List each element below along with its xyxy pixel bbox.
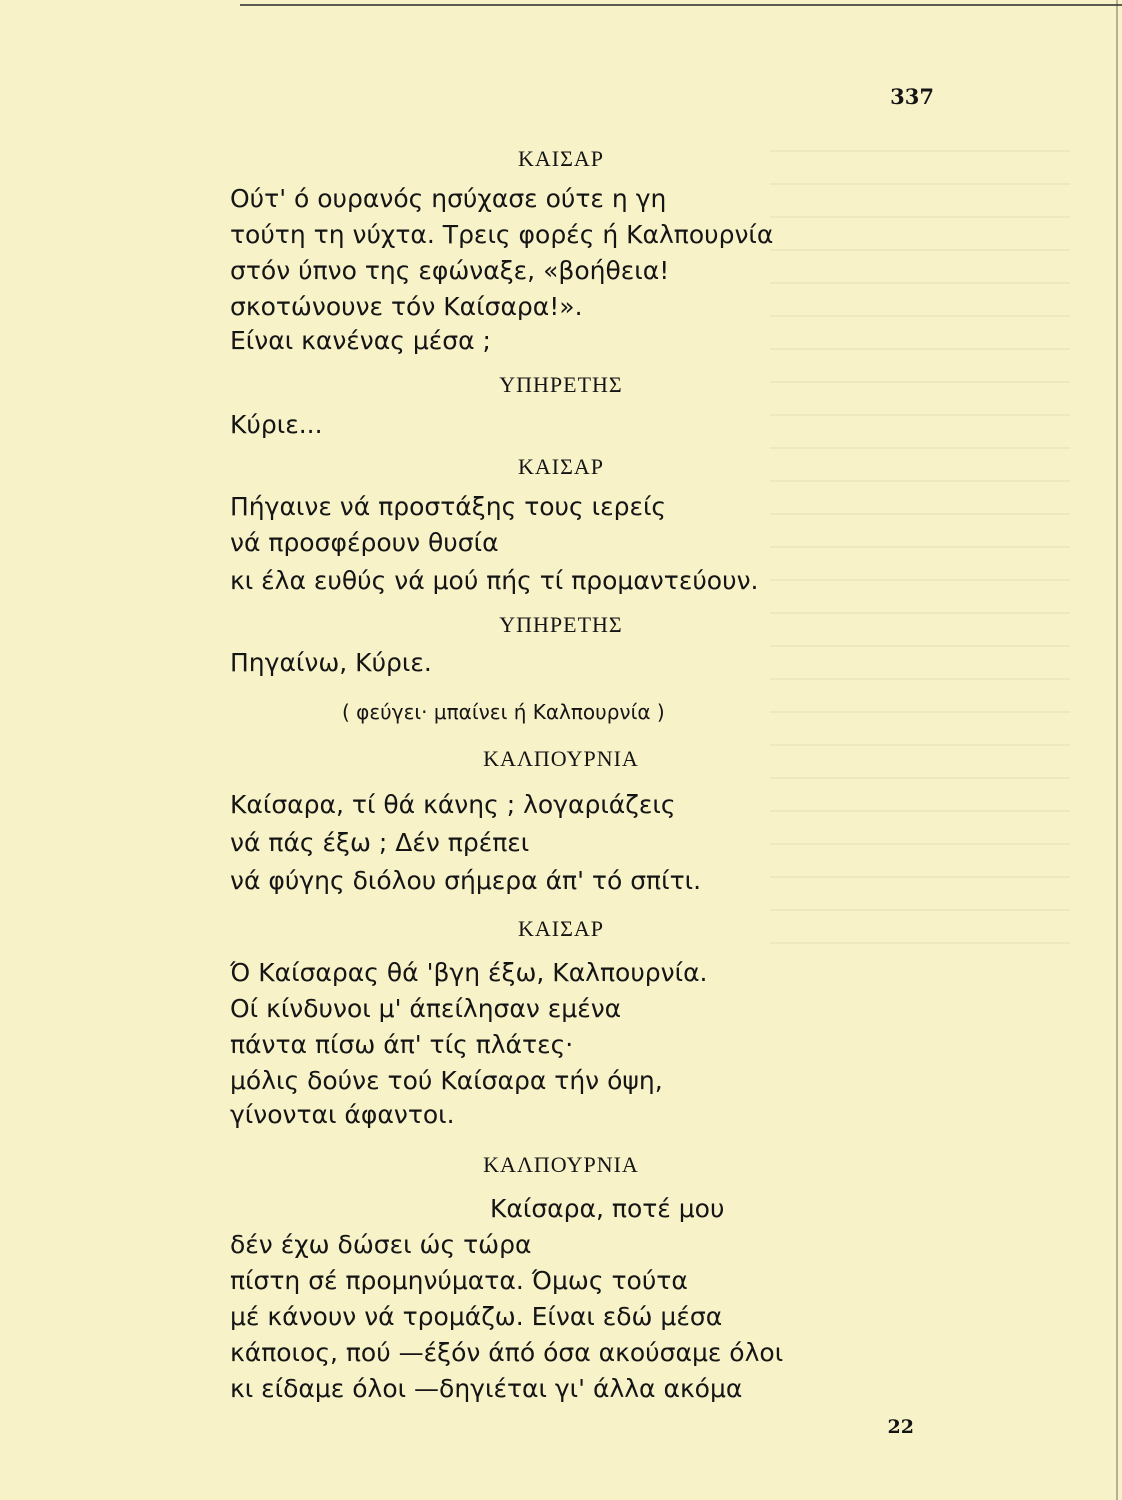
verse-line: νά προσφέρουν θυσία (230, 528, 499, 557)
verse-line: Ό Καίσαρας θά 'βγη έξω, Καλπουρνία. (230, 958, 708, 987)
verse-line: κι είδαμε όλοι —δηγιέται γι' άλλα ακόμα (230, 1374, 743, 1403)
verse-line: Οί κίνδυνοι μ' άπείλησαν εμένα (230, 994, 622, 1023)
signature-mark: 22 (887, 1416, 914, 1438)
verse-line: Κύριε... (230, 410, 323, 439)
verse-line: Ούτ' ό ουρανός ησύχασε ούτε η γη (230, 184, 667, 213)
speaker-heading: ΥΠΗΡΕΤΗΣ (499, 372, 623, 397)
speaker-heading: ΚΑΛΠΟΥΡΝΙΑ (483, 1152, 639, 1177)
verse-line: σκοτώνουνε τόν Καίσαρα!». (230, 292, 583, 321)
verse-line: τούτη τη νύχτα. Τρεις φορές ή Καλπουρνία (230, 220, 774, 249)
speaker-heading: ΚΑΙΣΑΡ (517, 146, 605, 171)
verse-line: Πηγαίνω, Κύριε. (230, 648, 432, 677)
verse-line: Καίσαρα, τί θά κάνης ; λογαριάζεις (230, 790, 676, 819)
verse-line: πάντα πίσω άπ' τίς πλάτες· (230, 1030, 574, 1059)
verse-line: Είναι κανένας μέσα ; (230, 326, 491, 355)
page-number: 337 (890, 84, 934, 109)
verse-line: νά φύγης διόλου σήμερα άπ' τό σπίτι. (230, 866, 702, 895)
verse-line: κάποιος, πού —έξόν άπό όσα ακούσαμε όλοι (230, 1338, 784, 1367)
page-edge-rule (240, 4, 1122, 6)
verse-line: γίνονται άφαντοι. (230, 1100, 455, 1129)
speaker-heading: ΚΑΛΠΟΥΡΝΙΑ (483, 746, 639, 771)
speaker-heading: ΚΑΙΣΑΡ (517, 916, 605, 941)
verse-line: στόν ύπνο της εφώναξε, «βοήθεια! (230, 256, 670, 285)
verse-line: μόλις δούνε τού Καίσαρα τήν όψη, (230, 1066, 663, 1095)
stage-direction: ( φεύγει· μπαίνει ή Καλπουρνία ) (342, 700, 665, 724)
verse-line: Καίσαρα, ποτέ μου (490, 1194, 725, 1223)
verse-line: κι έλα ευθύς νά μού πής τί προμαντεύουν. (230, 566, 759, 595)
verse-line: δέν έχω δώσει ώς τώρα (230, 1230, 532, 1259)
verse-line: νά πάς έξω ; Δέν πρέπει (230, 828, 530, 857)
bleed-through (770, 150, 1070, 950)
verse-line: πίστη σέ προμηνύματα. Όμως τούτα (230, 1266, 688, 1295)
speaker-heading: ΥΠΗΡΕΤΗΣ (499, 612, 623, 637)
verse-line: Πήγαινε νά προστάξης τους ιερείς (230, 492, 667, 521)
verse-line: μέ κάνουν νά τρομάζω. Είναι εδώ μέσα (230, 1302, 723, 1331)
speaker-heading: ΚΑΙΣΑΡ (517, 454, 605, 479)
